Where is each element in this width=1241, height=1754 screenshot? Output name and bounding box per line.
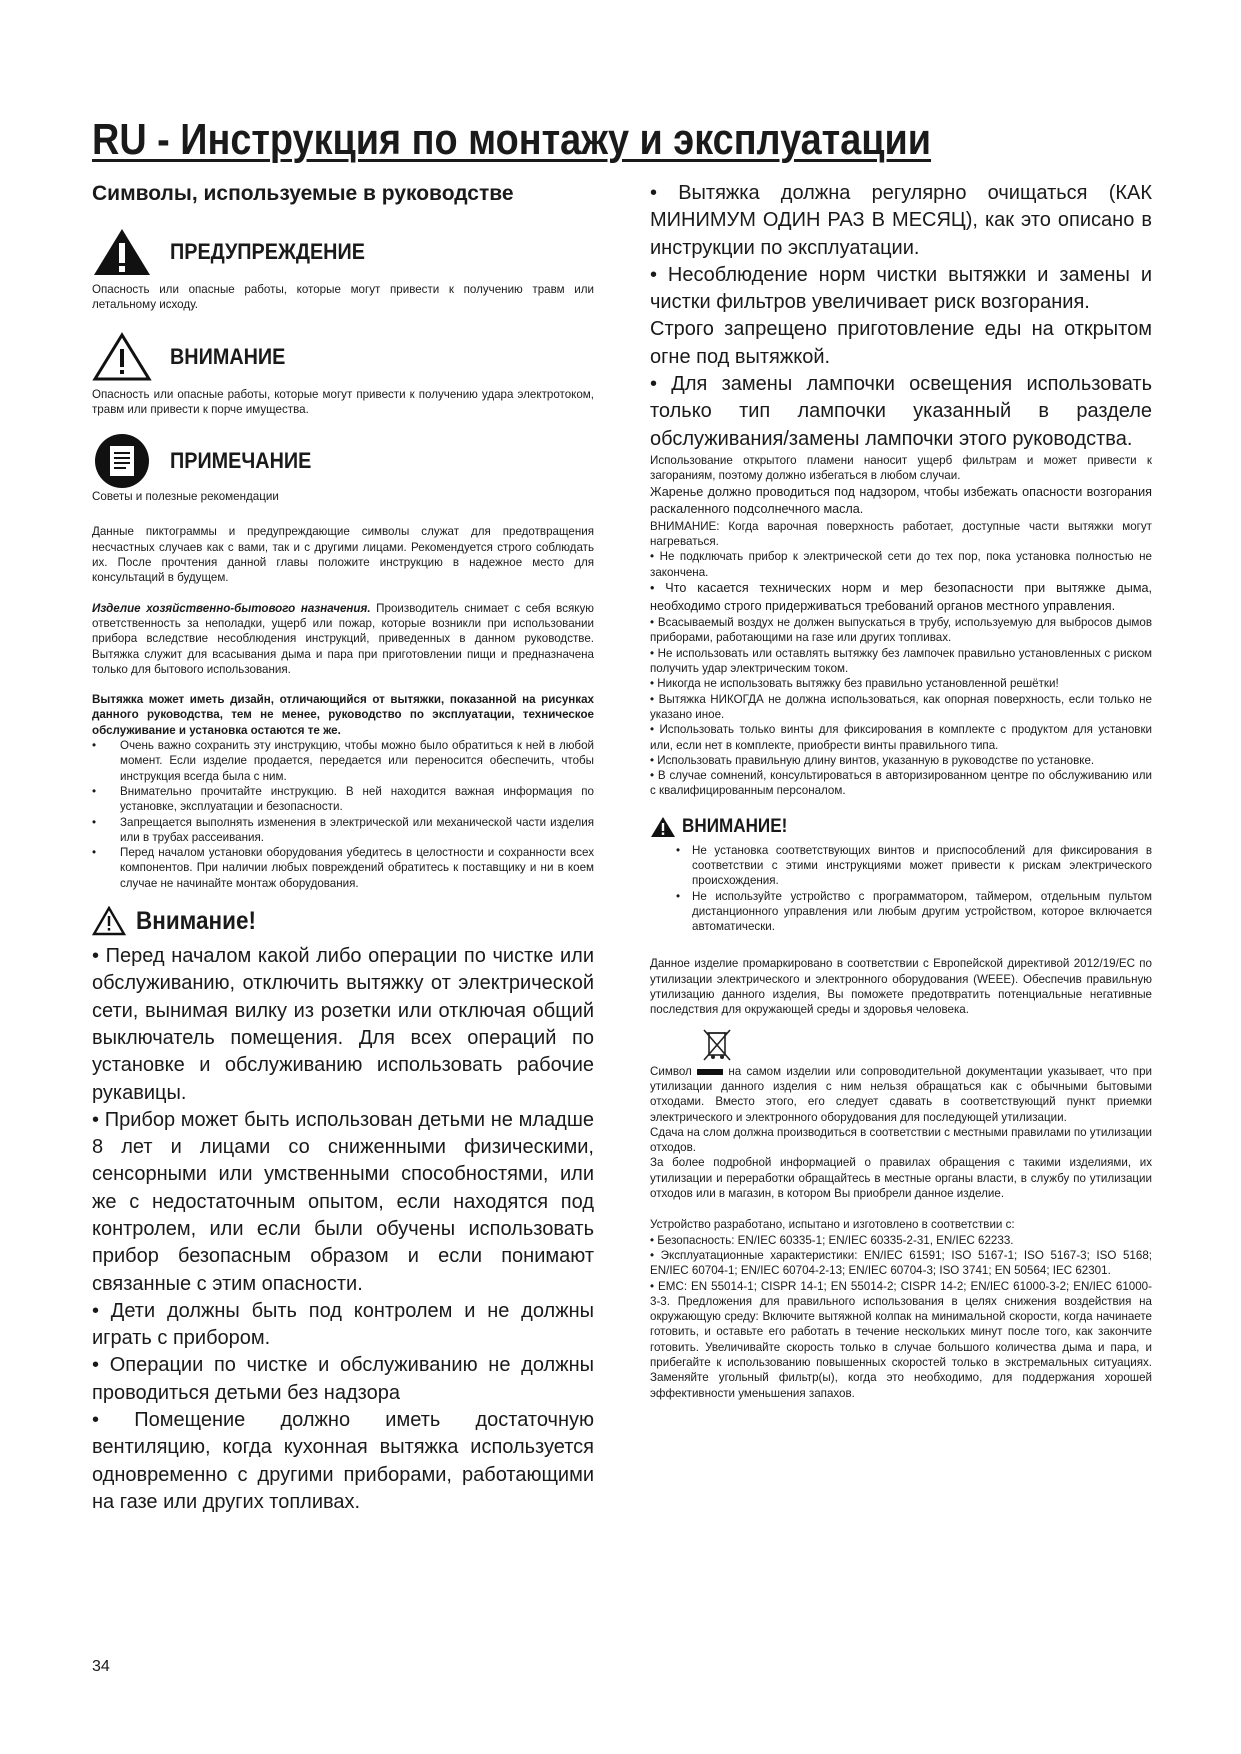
right-column — [650, 180, 1152, 1401]
list-item: • Не используйте устройство с программатором, таймером, отдельным пультом дистанционного управления или любым другим устройством, которое включается автоматически. — [650, 889, 1152, 935]
caution2-bullet-list — [650, 843, 1152, 935]
note-document-icon — [92, 433, 152, 489]
list-item: • Безопасность: EN/IEC 60335-1; EN/IEC 60335-2-31, EN/IEC 62233. — [650, 1233, 1014, 1247]
attention-paragraph: • Прибор может быть использован детьми не младше 8 лет и лицами со сниженными физическими, сенсорными или умственными способностями, или же с недостаточным опытом, если находятся под контролем, или если были обучены использовать прибор безопасным образом и если понимают связанные с этим опасности. — [92, 1108, 594, 1295]
household-text: Производитель снимает с себя всякую ответственность за неполадки, ущерб или пожар, которые возникли при использовании прибора вследствие несоблюдения инструкций, приведенных в данном руководстве. Вытяжка служит для всасывания дыма и пара при приготовлении пищи и предназначена только для бытового использования. — [92, 601, 594, 676]
symbol-paragraph — [650, 1064, 1152, 1125]
attention-header — [92, 899, 594, 943]
cleaning-paragraph: • Вытяжка должна регулярно очищаться (КАК МИНИМУМ ОДИН РАЗ В МЕСЯЦ), как это описано в инструкции по эксплуатации. — [650, 182, 1152, 259]
design-bullet-list — [92, 738, 594, 891]
page-number: 34 — [92, 1658, 110, 1675]
symbol-word: Символ — [650, 1064, 692, 1078]
caution2-header — [650, 811, 1152, 843]
list-item: • Использовать только винты для фиксирования в комплекте с продуктом для установки или, если нет в комплекте, приобрести винты правильного типа. — [650, 723, 1152, 752]
lamp-paragraph: • Для замены лампочки освещения использовать только тип лампочки указанный в разделе обслуживания/замены лампочки этого руководства. — [650, 373, 1152, 450]
caution-title: ВНИМАНИЕ — [170, 343, 286, 369]
caution2-title: ВНИМАНИЕ! — [682, 815, 788, 837]
note-text: Советы и полезные рекомендации — [92, 490, 279, 504]
flame-paragraph: Использование открытого пламени наносит ущерб фильтрам и может привести к загораниям, поэтому должно избегаться в любом случаи. — [650, 453, 1152, 483]
note-title: ПРИМЕЧАНИЕ — [170, 448, 312, 474]
crossed-bin-icon — [702, 1028, 736, 1064]
warning-header — [92, 224, 594, 280]
attention-title: Внимание! — [136, 906, 256, 935]
attention-paragraph: • Помещение должно иметь достаточную вентиляцию, когда кухонная вытяжка используется одновременно с другими приборами, работающими на газе или других топливах. — [92, 1409, 594, 1513]
pictograms-paragraph: Данные пиктограммы и предупреждающие символы служат для предотвращения несчастных случаев как с вами, так и с другими лицами. Рекомендуется строго соблюдать их. После прочтения данной главы положите инструкцию в надежное место для консультаций в будущем. — [92, 525, 594, 585]
open-fire-paragraph: Строго запрещено приготовление еды на открытом огне под вытяжкой. — [650, 318, 1152, 368]
connect-paragraph: • Не подключать прибор к электрической сети до тех пор, пока установка полностью не закончена. — [650, 550, 1152, 579]
warning-triangle-icon — [650, 816, 676, 838]
caution-text: Опасность или опасные работы, которые могут привести к получению удара электротоком, травм или привести к порче имущества. — [92, 387, 594, 416]
attention-paragraph: • Перед началом какой либо операции по чистке или обслуживанию, отключить вытяжку от электрической сети, вынимая вилку из розетки или отключая общий выключатель помещения. Для всех операций по установке и обслуживанию использовать рабочие рукавицы. — [92, 945, 594, 1104]
note-header — [92, 433, 594, 489]
warning-text: Опасность или опасные работы, которые могут привести к получению травм или летальному исходу. — [92, 283, 594, 312]
warning-triangle-icon — [92, 227, 152, 277]
weee-paragraph: Данное изделие промаркировано в соответствии с Европейской директивой 2012/19/EC по утилизации электрического и электронного оборудования (WEEE). Обеспечив правильную утилизацию данного изделия, Вы поможете предотвратить потенциальные негативные последствия для окружающей среды и здоровья человека. — [650, 957, 1152, 1017]
design-note-bold: Вытяжка может иметь дизайн, отличающийся от вытяжки, показанной на рисунках данного руководства, тем не менее, руководство по эксплуатации, техническое обслуживание и установка остаются те же. — [92, 693, 594, 737]
warning-title: ПРЕДУПРЕЖДЕНИЕ — [170, 239, 365, 264]
frying-paragraph: Жаренье должно проводиться под надзором, чтобы избежать опасности возгорания раскаленного подсолнечного масла. — [650, 484, 1152, 517]
list-item: • Внимательно прочитайте инструкцию. В ней находится важная информация по установке, эксплуатации и безопасности. — [92, 784, 594, 815]
attention-triangle-icon — [92, 906, 126, 936]
caution-header — [92, 329, 594, 385]
symbols-heading: Символы, используемые в руководстве — [92, 182, 514, 205]
list-item: • Всасываемый воздух не должен выпускаться в трубу, используемую для выбросов дымов приборами, работающими на газе или других топливах. — [650, 616, 1152, 645]
attention-paragraph: • Дети должны быть под контролем и не должны играть с прибором. — [92, 1299, 594, 1350]
hob-paragraph: ВНИМАНИЕ: Когда варочная поверхность работает, доступные части вытяжки могут нагреваться. — [650, 519, 1152, 549]
list-item: • Вытяжка НИКОГДА не должна использоваться, как опорная поверхность, если только не указано иное. — [650, 692, 1152, 721]
household-lead: Изделие хозяйственно-бытового назначения. — [92, 601, 371, 615]
list-item: • Запрещается выполнять изменения в электрической или механической части изделия или в трубах рассеивания. — [92, 815, 594, 846]
caution-triangle-icon — [92, 332, 152, 382]
list-item: • Использовать правильную длину винтов, указанную в руководстве по установке. — [650, 753, 1095, 767]
list-item: • Очень важно сохранить эту инструкцию, чтобы можно было обратиться к ней в любой момент. Если изделие продается, передается или переносится обеспечить, чтобы инструкция всегда была с ним. — [92, 738, 594, 784]
page-title: RU - Инструкция по монтажу и эксплуатации — [92, 115, 932, 164]
disposal-paragraph: Сдача на слом должна производиться в соответствии с местными правилами по утилизации отходов. — [650, 1125, 1152, 1155]
left-column — [92, 180, 594, 1516]
filters-paragraph: • Несоблюдение норм чистки вытяжки и замены и чистки фильтров увеличивает риск возгорания. — [650, 263, 1152, 314]
standards-intro: Устройство разработано, испытано и изготовлено в соответствии с: — [650, 1218, 1015, 1232]
technical-paragraph: • Что касается технических норм и мер безопасности при вытяжке дыма, необходимо строго придерживаться требований органов местного управления. — [650, 580, 1152, 613]
list-item: • EMC: EN 55014-1; CISPR 14-1; EN 55014-2; CISPR 14-2; EN/IEC 61000-3-2; EN/IEC 61000-3-3. Предложения для правильного использования в целях снижения воздействия на окружающую среду: Включите вытяжной колпак на минимальной скорости, когда начинаете готовить, и оставьте его работать в течение нескольких минут после того, как закончите готовить. Увеличивайте скорость только в случае большого количества дыма и пара, и прибегайте к использованию повышенных скоростей только в экстремальных ситуациях. Заменяйте угольный фильтр(ы), когда это необходимо, для поддержания хорошей эффективности уменьшения запахов. — [650, 1279, 1152, 1400]
symbol-text: на самом изделии или сопроводительной документации указывает, что при утилизации данного изделия с ним нельзя обращаться как с обычными бытовыми отходами. Вместо этого, его следует сдавать в соответствующий пункт приемки электрического и электронного оборудования для последующей утилизации. — [650, 1064, 1152, 1124]
info-paragraph: За более подробной информацией о правилах обращения с такими изделиями, их утилизации и переработки обращайтесь в местные органы власти, в службу по утилизации отходов или в магазин, в котором Вы приобрели данное изделие. — [650, 1156, 1152, 1201]
black-bar-icon — [697, 1069, 723, 1075]
household-paragraph — [92, 601, 594, 677]
list-item: • Перед началом установки оборудования убедитесь в целостности и сохранности всех компонентов. При наличии любых повреждений обратитесь к поставщику и ни в коем случае не начинайте монтаж оборудования. — [92, 845, 594, 891]
list-item: • Не установка соответствующих винтов и приспособлений для фиксирования в соответствии с этими инструкциями может привести к рискам электрического происхождения. — [650, 843, 1152, 889]
list-item: • Никогда не использовать вытяжку без правильно установленной решётки! — [650, 677, 1059, 691]
list-item: • Не использовать или оставлять вытяжку без лампочек правильно установленных с риском получить удар электрическим током. — [650, 646, 1152, 676]
list-item: • В случае сомнений, консультироваться в авторизированном центре по обслуживанию или с квалифицированным персоналом. — [650, 769, 1152, 798]
attention-paragraph: • Операции по чистке и обслуживанию не должны проводиться детьми без надзора — [92, 1354, 594, 1404]
list-item: • Эксплуатационные характеристики: EN/IEC 61591; ISO 5167-1; ISO 5167-3; ISO 5168; EN/IEC 60704-1; EN/IEC 60704-2-13; EN/IEC 60704-3; ISO 3741; EN 50564; IEC 62301. — [650, 1248, 1152, 1278]
